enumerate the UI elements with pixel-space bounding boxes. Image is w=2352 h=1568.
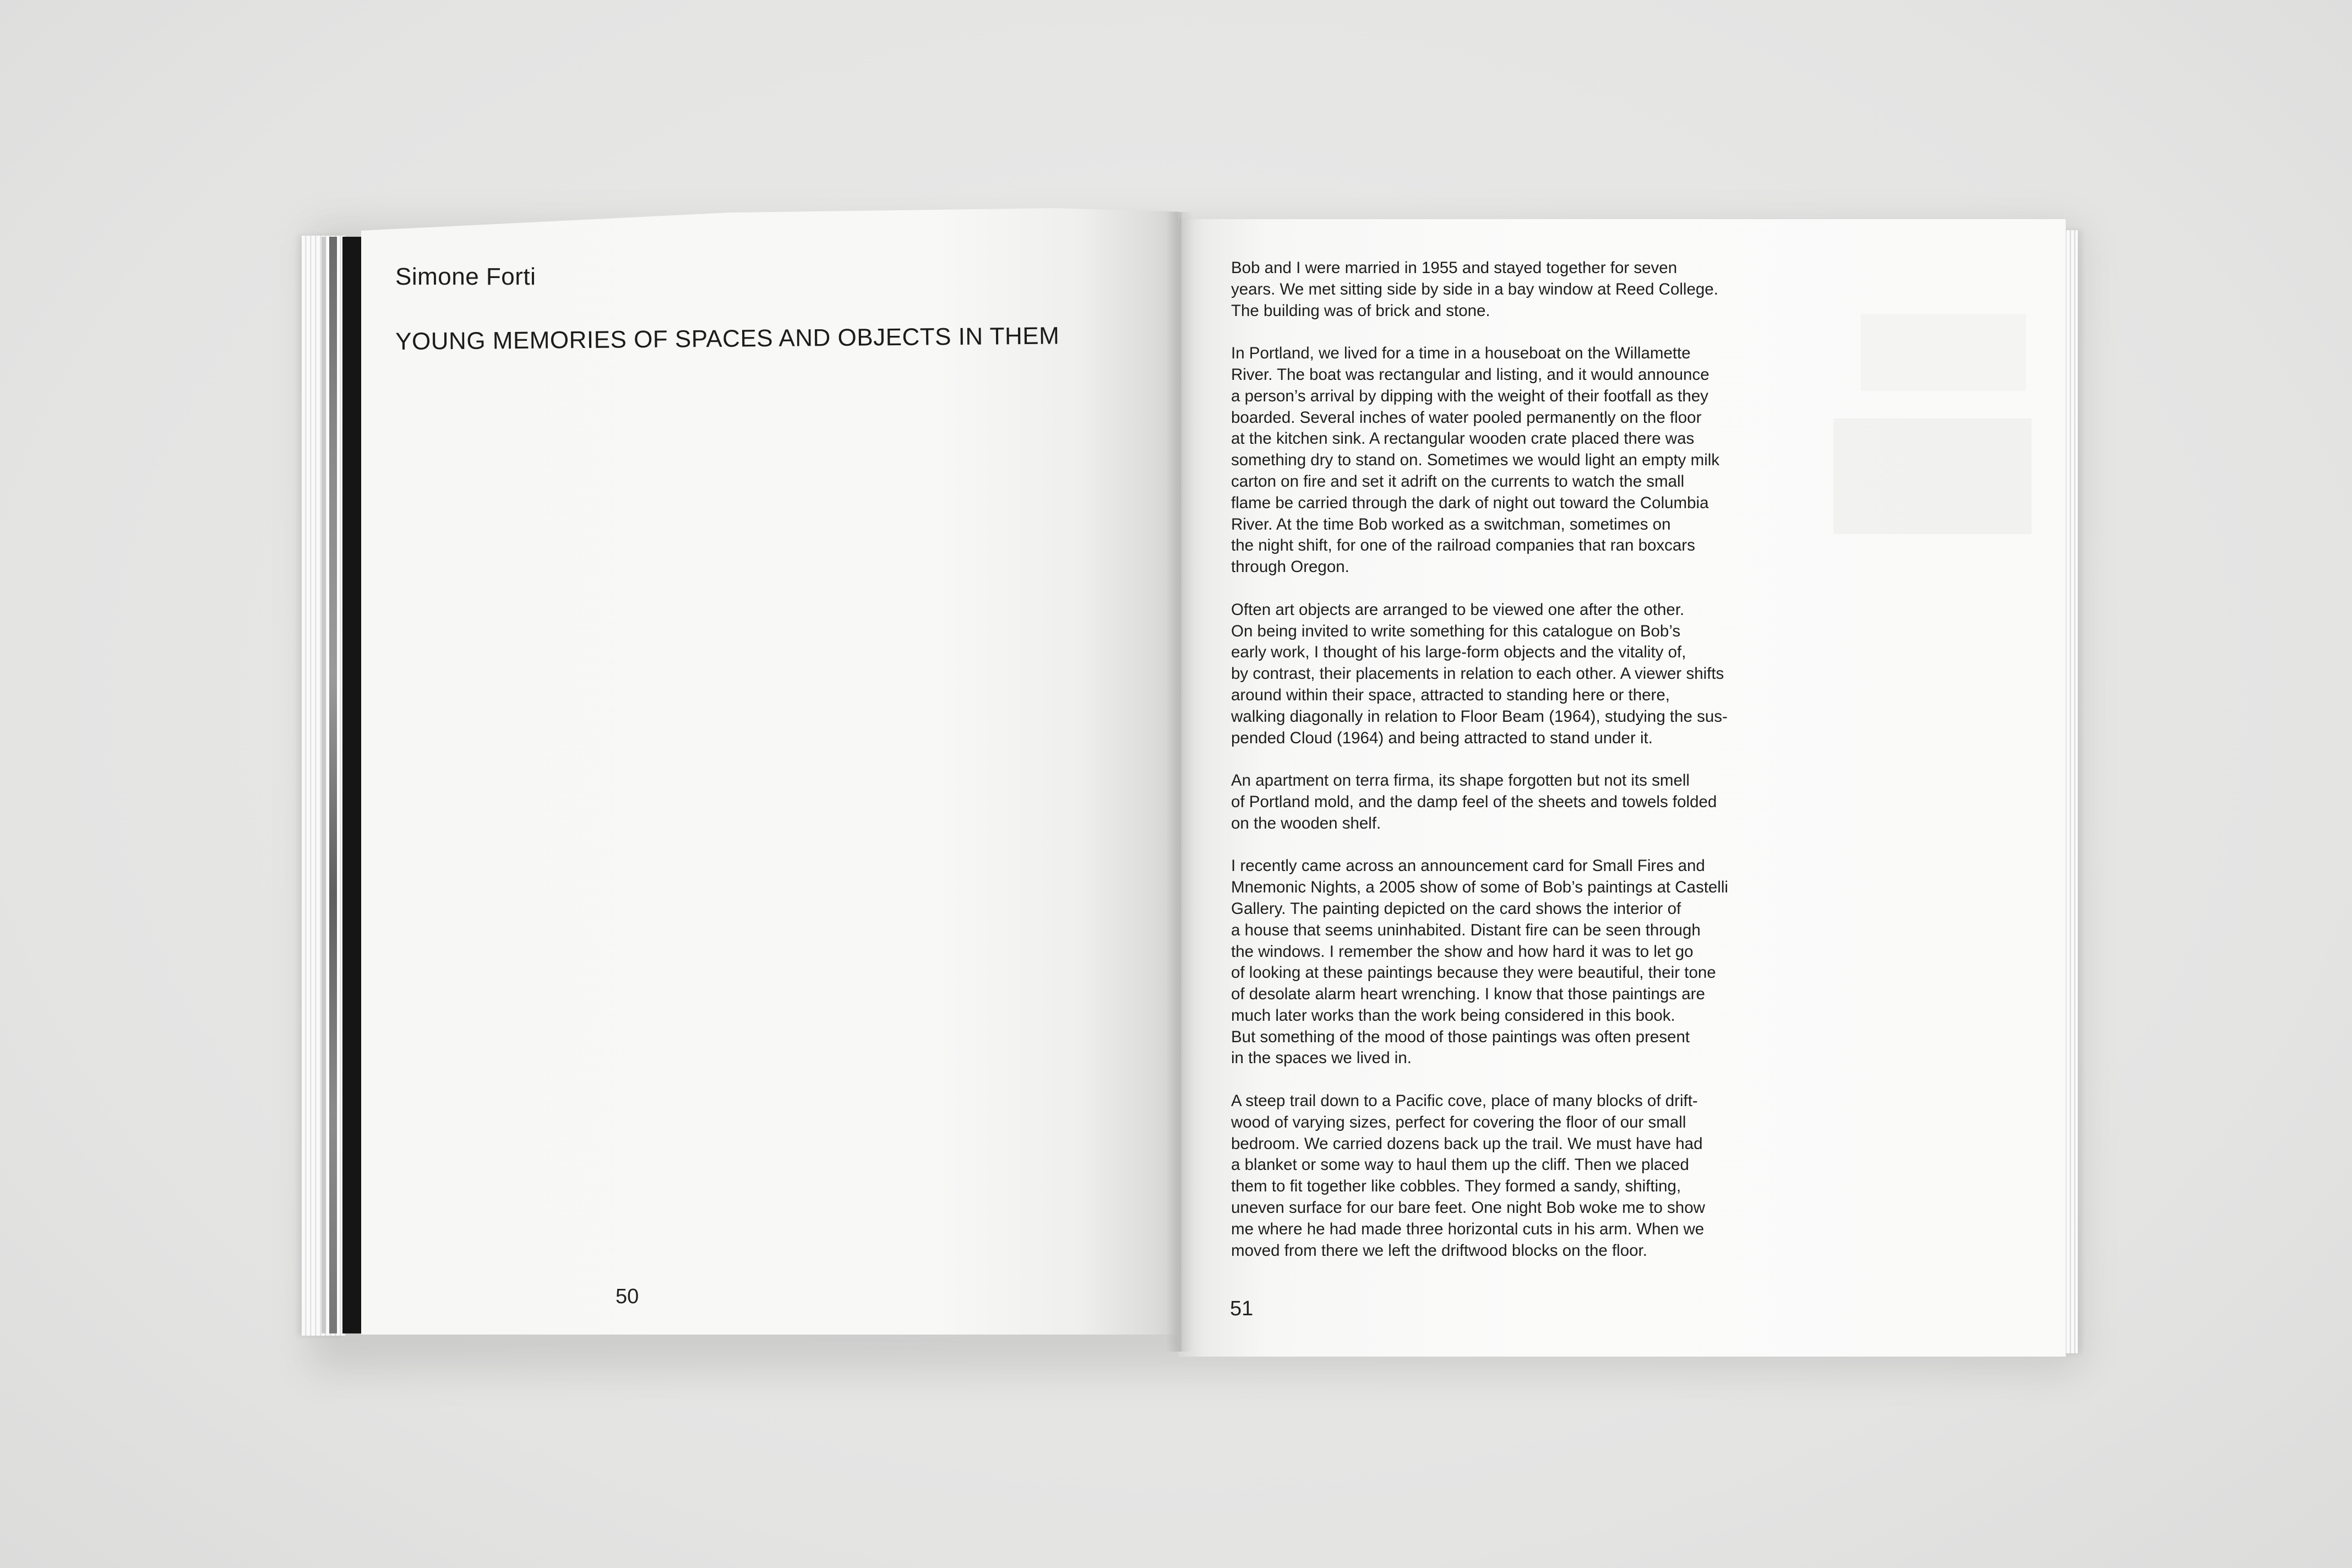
text-line: something dry to stand on. Sometimes we would light an empty milk	[1231, 451, 1720, 470]
text-line: a blanket or some way to haul them up the cliff. Then we placed	[1231, 1156, 1689, 1174]
text-line: Often art objects are arranged to be viewed one after the other.	[1231, 600, 1685, 619]
left-edge-strip-light	[322, 237, 326, 1333]
text-line: carton on fire and set it adrift on the currents to watch the small	[1231, 472, 1685, 491]
text-line: much later works than the work being considered in this book.	[1231, 1006, 1675, 1025]
text-line: bedroom. We carried dozens back up the trail. We must have had	[1231, 1134, 1703, 1153]
text-line: The building was of brick and stone.	[1231, 301, 1490, 320]
text-line: me where he had made three horizontal cuts in his arm. When we	[1231, 1219, 1705, 1238]
text-line: wood of varying sizes, perfect for covering the floor of our small	[1231, 1113, 1686, 1131]
text-line: in the spaces we lived in.	[1231, 1049, 1412, 1068]
show-through-image	[1833, 418, 2032, 534]
text-line: Gallery. The painting depicted on the card shows the interior of	[1231, 899, 1681, 918]
paragraph	[1231, 343, 1815, 578]
page-number-right: 51	[1230, 1297, 1254, 1320]
author-name: Simone Forti	[395, 263, 536, 290]
text-line: pended Cloud (1964) and being attracted to stand under it.	[1231, 728, 1653, 747]
left-edge-strip-black	[342, 237, 361, 1333]
essay-title: YOUNG MEMORIES OF SPACES AND OBJECTS IN THEM	[395, 322, 1060, 355]
text-line: by contrast, their placements in relation to each other. A viewer shifts	[1231, 665, 1724, 683]
text-line: early work, I thought of his large-form objects and the vitality of,	[1231, 643, 1686, 662]
text-line: around within their space, attracted to standing here or there,	[1231, 685, 1670, 704]
paragraph	[1231, 600, 1815, 749]
text-line: through Oregon.	[1231, 558, 1349, 576]
text-line: A steep trail down to a Pacific cove, place of many blocks of drift-	[1231, 1092, 1698, 1110]
text-line: a person’s arrival by dipping with the weight of their footfall as they	[1231, 386, 1708, 405]
text-line: a house that seems uninhabited. Distant fire can be seen through	[1231, 921, 1701, 939]
text-line: River. At the time Bob worked as a switchman, sometimes on	[1231, 515, 1671, 533]
paragraph	[1231, 770, 1815, 834]
text-line: walking diagonally in relation to Floor Beam (1964), studying the sus-	[1231, 707, 1728, 726]
text-line: But something of the mood of those paintings was often present	[1231, 1027, 1690, 1046]
text-line: them to fit together like cobbles. They formed a sandy, shifting,	[1231, 1177, 1681, 1196]
text-line: On being invited to write something for this catalogue on Bob’s	[1231, 622, 1681, 640]
text-line: uneven surface for our bare feet. One night Bob woke me to show	[1231, 1199, 1705, 1217]
paragraph	[1231, 856, 1815, 1069]
text-line: Bob and I were married in 1955 and stayed together for seven	[1231, 259, 1678, 277]
text-line: of Portland mold, and the damp feel of the sheets and towels folded	[1231, 792, 1717, 811]
text-line: of looking at these paintings because they were beautiful, their tone	[1231, 963, 1716, 982]
text-line: River. The boat was rectangular and listing, and it would announce	[1231, 365, 1709, 384]
text-line: of desolate alarm heart wrenching. I know that those paintings are	[1231, 985, 1705, 1004]
paragraph	[1231, 1091, 1815, 1261]
text-line: flame be carried through the dark of night out toward the Columbia	[1231, 493, 1709, 512]
text-line: the night shift, for one of the railroad companies that ran boxcars	[1231, 536, 1695, 555]
left-edge-strip-grey	[329, 237, 337, 1333]
text-line: on the wooden shelf.	[1231, 814, 1381, 832]
text-line: I recently came across an announcement card for Small Fires and	[1231, 857, 1705, 875]
text-line: boarded. Several inches of water pooled permanently on the floor	[1231, 408, 1702, 427]
text-line: moved from there we left the driftwood blocks on the floor.	[1231, 1241, 1647, 1260]
text-line: Mnemonic Nights, a 2005 show of some of Bob’s paintings at Castelli	[1231, 878, 1728, 897]
show-through-image-top	[1861, 314, 2026, 391]
text-line: In Portland, we lived for a time in a houseboat on the Willamette	[1231, 344, 1691, 363]
essay-body	[1231, 258, 1815, 1283]
text-line: An apartment on terra firma, its shape forgotten but not its smell	[1231, 771, 1690, 790]
page-number-left: 50	[616, 1285, 639, 1308]
paragraph	[1231, 258, 1815, 322]
text-line: years. We met sitting side by side in a bay window at Reed College.	[1231, 280, 1718, 298]
text-line: the windows. I remember the show and how hard it was to let go	[1231, 942, 1694, 961]
text-line: at the kitchen sink. A rectangular wooden crate placed there was	[1231, 429, 1695, 448]
book-gutter	[1166, 212, 1194, 1352]
left-page	[361, 208, 1178, 1335]
